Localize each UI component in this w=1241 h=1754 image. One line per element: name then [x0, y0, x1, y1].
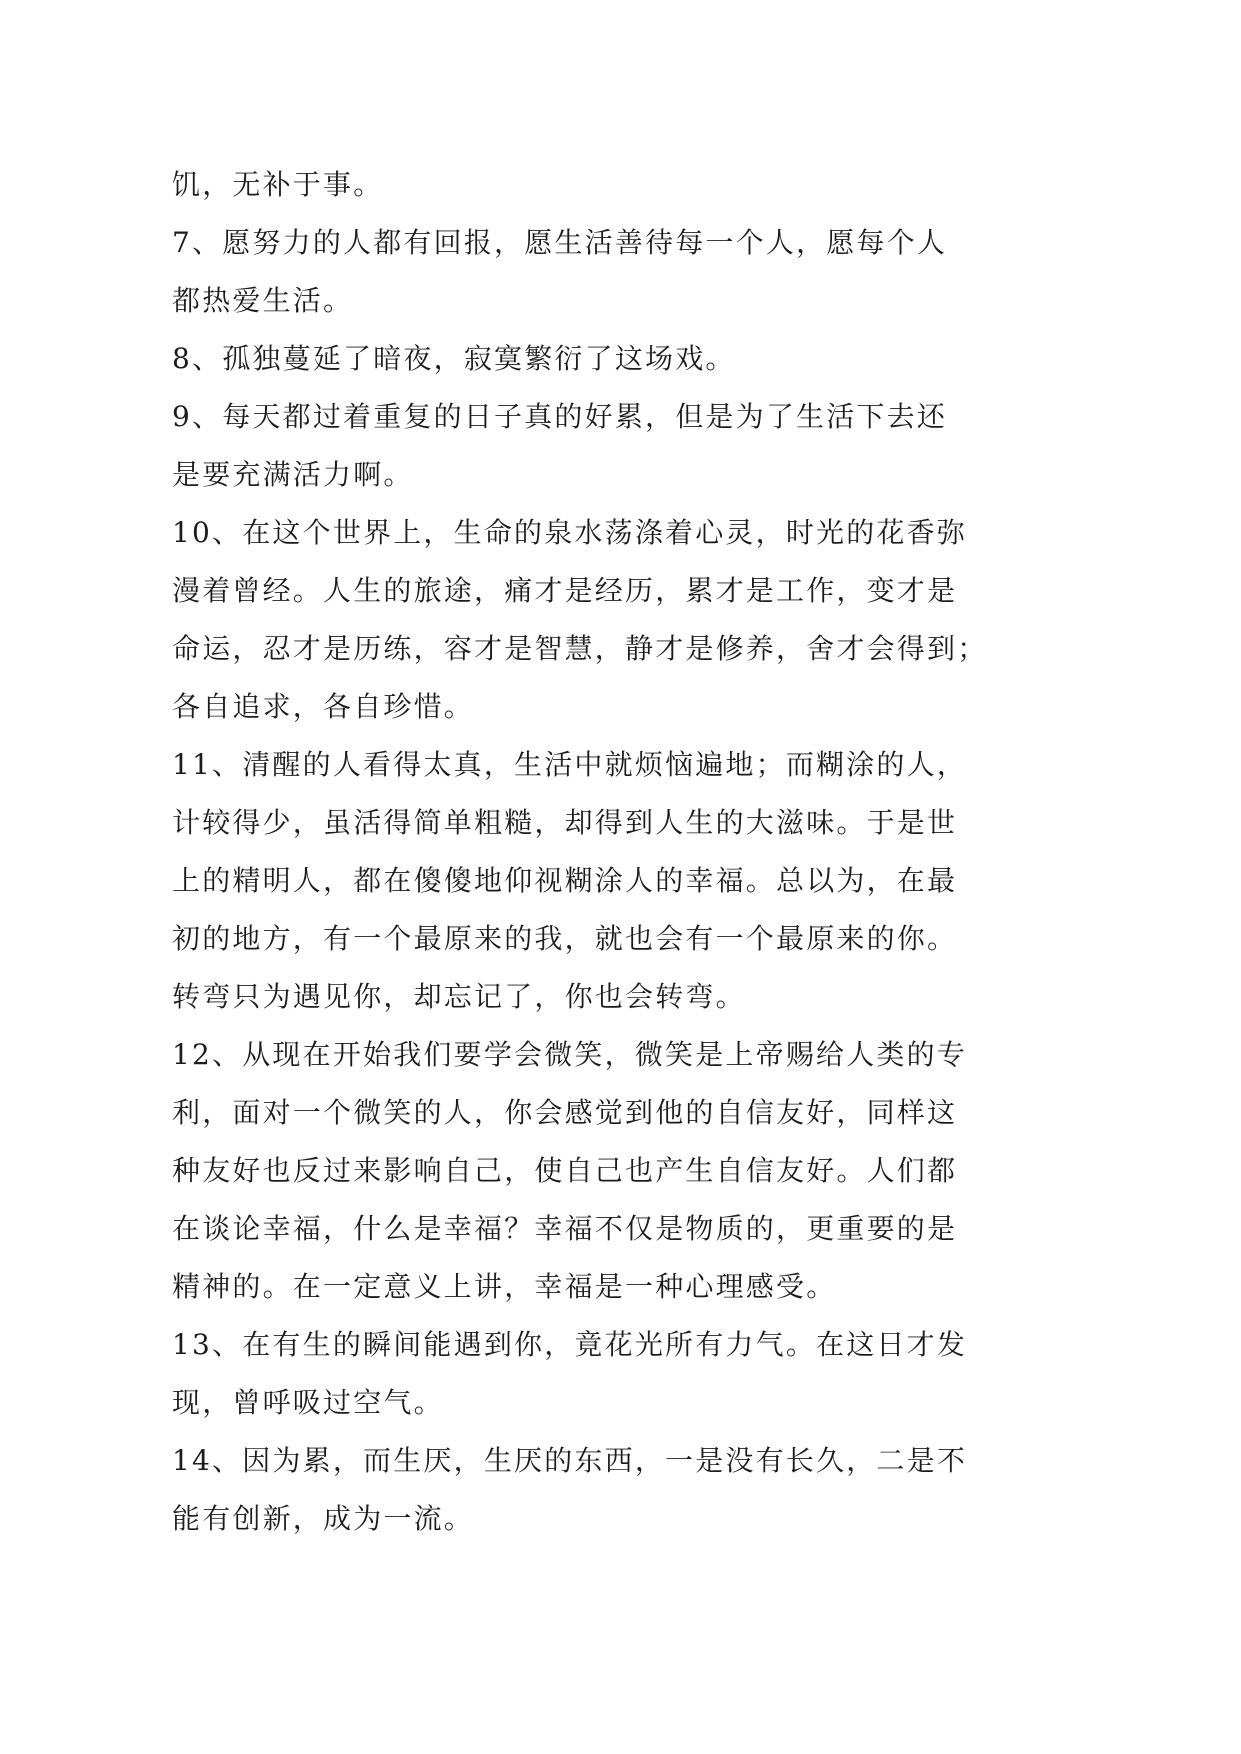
paragraph-9: [172, 388, 992, 504]
text-line: 漫着曾经。人生的旅途，痛才是经历，累才是工作，变才是: [172, 574, 958, 607]
text-line: 9、每天都过着重复的日子真的好累，但是为了生活下去还: [172, 400, 948, 433]
text-line: 上的精明人，都在傻傻地仰视糊涂人的幸福。总以为，在最: [172, 864, 958, 897]
paragraph-7: [172, 214, 992, 330]
text-line: 10、在这个世界上，生命的泉水荡涤着心灵，时光的花香弥: [172, 516, 968, 549]
text-line: 初的地方，有一个最原来的我，就也会有一个最原来的你。: [172, 922, 958, 955]
text-line: 8、孤独蔓延了暗夜，寂寞繁衍了这场戏。: [172, 342, 736, 375]
paragraph-6-continuation: [172, 156, 992, 214]
text-line: 在谈论幸福，什么是幸福？幸福不仅是物质的，更重要的是: [172, 1212, 958, 1245]
paragraph-10: [172, 504, 992, 736]
text-line: 精神的。在一定意义上讲，幸福是一种心理感受。: [172, 1270, 837, 1303]
text-line: 转弯只为遇见你，却忘记了，你也会转弯。: [172, 980, 746, 1013]
paragraph-8: [172, 330, 992, 388]
text-line: 命运，忍才是历练，容才是智慧，静才是修养，舍才会得到；: [172, 632, 988, 665]
text-line: 是要充满活力啊。: [172, 458, 414, 491]
paragraph-12: [172, 1026, 992, 1316]
text-line: 11、清醒的人看得太真，生活中就烦恼遍地；而糊涂的人，: [172, 748, 968, 781]
text-line: 各自追求，各自珍惜。: [172, 690, 475, 723]
text-line: 12、从现在开始我们要学会微笑，微笑是上帝赐给人类的专: [172, 1038, 968, 1071]
paragraph-14: [172, 1432, 992, 1548]
paragraph-11: [172, 736, 992, 1026]
text-line: 饥，无补于事。: [172, 168, 384, 201]
text-line: 都热爱生活。: [172, 284, 354, 317]
text-line: 计较得少，虽活得简单粗糙，却得到人生的大滋味。于是世: [172, 806, 958, 839]
body-text: [172, 156, 992, 1548]
paragraph-13: [172, 1316, 992, 1432]
text-line: 现，曾呼吸过空气。: [172, 1386, 444, 1419]
text-line: 7、愿努力的人都有回报，愿生活善待每一个人，愿每个人: [172, 226, 948, 259]
text-line: 14、因为累，而生厌，生厌的东西，一是没有长久，二是不: [172, 1444, 968, 1477]
text-line: 种友好也反过来影响自己，使自己也产生自信友好。人们都: [172, 1154, 958, 1187]
text-line: 能有创新，成为一流。: [172, 1502, 475, 1535]
text-line: 利，面对一个微笑的人，你会感觉到他的自信友好，同样这: [172, 1096, 958, 1129]
text-line: 13、在有生的瞬间能遇到你，竟花光所有力气。在这日才发: [172, 1328, 968, 1361]
